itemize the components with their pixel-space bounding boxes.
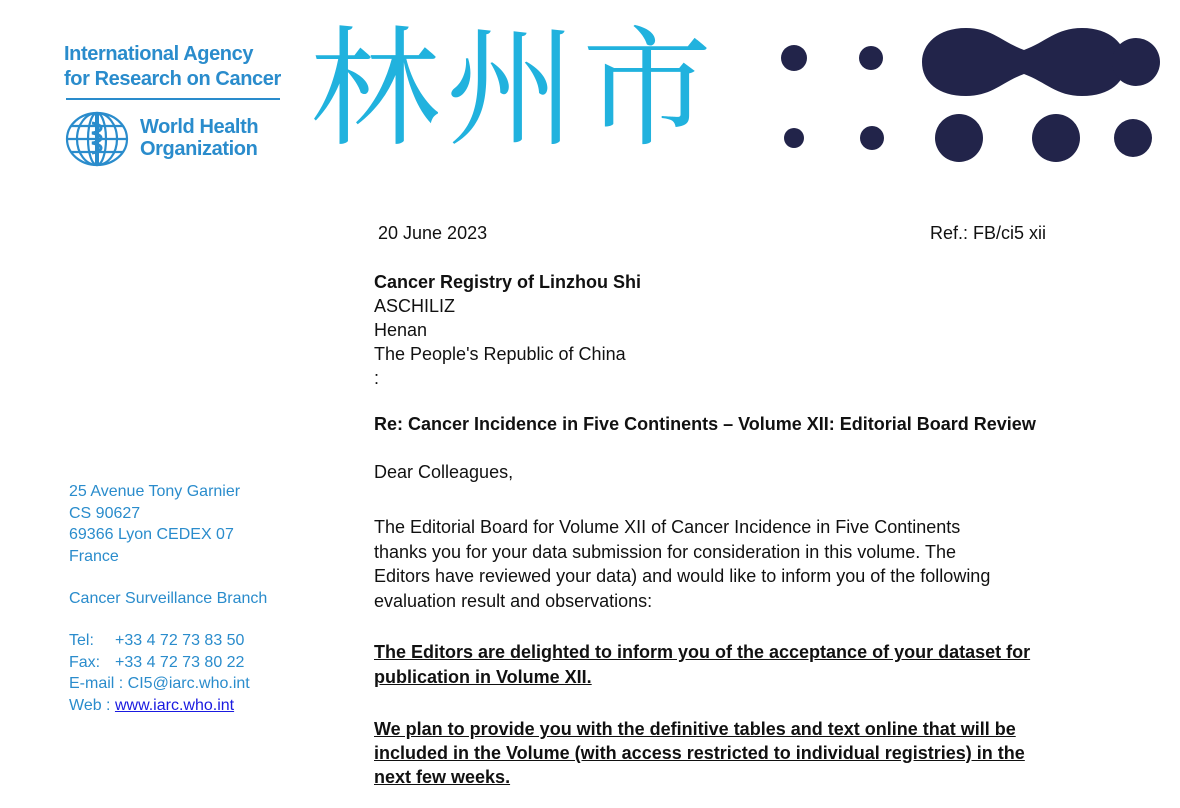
letter-date: 20 June 2023: [378, 223, 488, 243]
acceptance-line-wrap: [374, 665, 1094, 690]
who-logo-text: [140, 116, 258, 160]
plan-notice: [374, 717, 1094, 789]
recipient-name: Cancer Registry of Linzhou Shi: [374, 272, 642, 292]
acceptance-notice: [374, 640, 1094, 690]
sidebar-branch: Cancer Surveillance Branch: [69, 590, 268, 607]
who-line1: World Health: [140, 116, 259, 138]
tel-number: +33 4 72 73 83 50: [115, 632, 245, 649]
dot: [781, 45, 807, 71]
iarc-logo-text: [64, 42, 304, 92]
letter-greeting: Dear Colleagues,: [374, 462, 514, 482]
dot: [860, 126, 884, 150]
org-name-line1: International Agency: [64, 43, 254, 65]
dot: [935, 114, 983, 162]
recipient-line: :: [374, 368, 380, 388]
fax-number: +33 4 72 73 80 22: [115, 653, 245, 671]
fax-label: Fax:: [69, 653, 101, 671]
web-row: [69, 695, 250, 717]
plan-line-wrap: [374, 765, 1094, 789]
plan-line: We plan to provide you with the definitive tables and text online that will be: [374, 719, 1016, 739]
dot: [1112, 38, 1160, 86]
dot: [1114, 119, 1152, 157]
paragraph-line: Editors have reviewed your data) and would like to inform you of the following: [374, 566, 991, 586]
email-row: E-mail : CI5@iarc.who.int: [69, 675, 250, 692]
address-line: CS 90627: [69, 504, 141, 522]
acceptance-line: publication in Volume XII.: [374, 667, 592, 687]
recipient-line: Henan: [374, 320, 428, 340]
city-title: 林州市: [310, 13, 719, 165]
plan-line: included in the Volume (with access restricted to individual registries) in the: [374, 743, 1025, 763]
recipient-line: ASCHILIZ: [374, 296, 456, 316]
recipient-line: The People's Republic of China: [374, 344, 626, 364]
sidebar-address: [69, 481, 240, 567]
sidebar-contact: [69, 630, 250, 716]
website-link[interactable]: www.iarc.who.int: [114, 696, 235, 714]
address-line: France: [69, 547, 119, 565]
address-line: 25 Avenue Tony Garnier: [69, 483, 241, 500]
dot: [784, 128, 804, 148]
tel-label: Tel:: [69, 632, 94, 649]
who-line2: Organization: [140, 138, 258, 160]
letter-subject: Re: Cancer Incidence in Five Continents – Volume XII: Editorial Board Review: [374, 414, 1036, 434]
address-line: 69366 Lyon CEDEX 07: [69, 526, 234, 543]
acceptance-line: The Editors are delighted to inform you of the acceptance of your dataset for: [374, 642, 1031, 662]
decorative-dots: [770, 20, 1170, 180]
logo-divider: [66, 98, 280, 100]
tel-row: [69, 630, 250, 652]
dumbbell-shape: [922, 28, 1126, 96]
body-paragraph: [374, 515, 1094, 613]
who-emblem-icon: [62, 109, 132, 169]
recipient-address: [374, 270, 641, 390]
plan-line: next few weeks.: [374, 767, 511, 787]
paragraph-line: The Editorial Board for Volume XII of Cancer Incidence in Five Continents: [374, 517, 961, 537]
dot: [1032, 114, 1080, 162]
dot: [859, 46, 883, 70]
paragraph-line: thanks you for your data submission for consideration in this volume. The: [374, 541, 956, 562]
paragraph-line: evaluation result and observations:: [374, 590, 653, 611]
letter-reference: Ref.: FB/ci5 xii: [930, 223, 1047, 243]
web-label: Web :: [69, 696, 111, 714]
fax-row: [69, 652, 250, 674]
org-name-line2: for Research on Cancer: [64, 68, 281, 90]
